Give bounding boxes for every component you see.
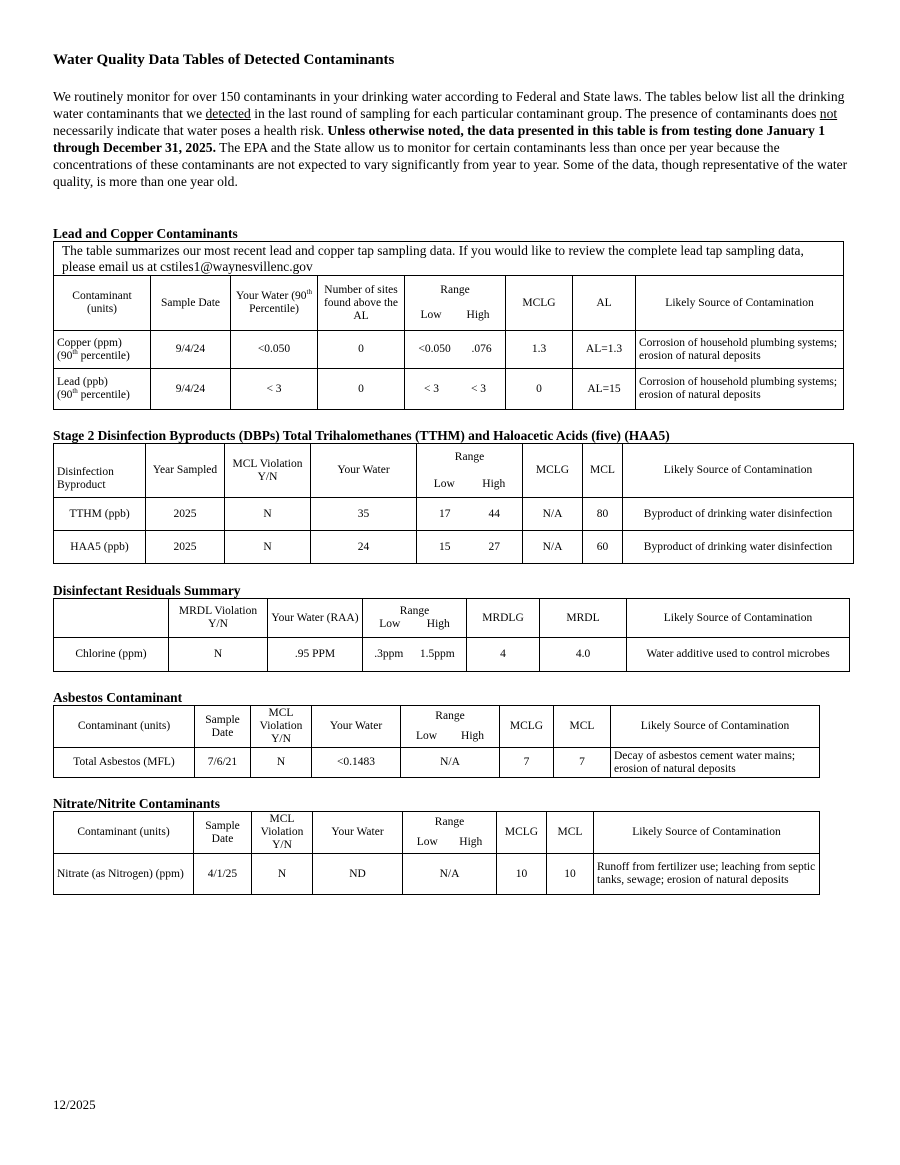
- range-cell: [363, 638, 467, 672]
- mclg-cell: N/A: [523, 498, 583, 531]
- nitrate-table: [53, 811, 820, 895]
- header-blank: [54, 599, 169, 638]
- range-cell: [417, 531, 523, 564]
- header-high: High: [461, 730, 485, 742]
- water-cell: 24: [311, 531, 417, 564]
- violation-cell: N: [225, 531, 311, 564]
- contaminant-cell: Nitrate (as Nitrogen) (ppm): [54, 854, 194, 895]
- header-date: Sample Date: [195, 706, 251, 748]
- mcl-cell: 10: [547, 854, 594, 895]
- header-high: High: [466, 309, 490, 321]
- mclg-cell: 10: [497, 854, 547, 895]
- mrdlg-cell: 4: [467, 638, 540, 672]
- table-row: [54, 531, 854, 564]
- header-contaminant: Contaminant (units): [54, 706, 195, 748]
- header-source: Likely Source of Contamination: [623, 444, 854, 498]
- your-water-cell: <0.050: [231, 331, 318, 369]
- lead-copper-table: [53, 241, 844, 410]
- contaminant-name: Copper (ppm): [57, 336, 122, 349]
- contaminant-cell: [54, 369, 151, 410]
- range-high: < 3: [470, 382, 487, 395]
- table-row: [54, 748, 820, 778]
- header-low: Low: [420, 309, 442, 321]
- header-range-label: Range: [454, 450, 485, 463]
- contaminant-sub-sup: th: [72, 347, 78, 356]
- header-date: Sample Date: [194, 812, 252, 854]
- range-cell: N/A: [401, 748, 500, 778]
- al-cell: AL=1.3: [573, 331, 636, 369]
- header-low: Low: [416, 836, 438, 848]
- mcl-cell: 80: [583, 498, 623, 531]
- disinfectant-cell: Chlorine (ppm): [54, 638, 169, 672]
- intro-text-1: We routinely monitor for over 150 contaminants in your drinking water according to Federal and State laws. The tables below list all the drinking water contaminants that we: [53, 89, 845, 121]
- header-range-label: Range: [440, 284, 470, 296]
- header-byproduct: Disinfection Byproduct: [54, 444, 146, 498]
- header-range: [417, 444, 523, 498]
- header-water: Your Water: [313, 812, 403, 854]
- contaminant-sub-post: percentile): [77, 389, 130, 401]
- sites-cell: 0: [318, 369, 405, 410]
- water-cell: 35: [311, 498, 417, 531]
- header-source: Likely Source of Contamination: [594, 812, 820, 854]
- source-cell: Decay of asbestos cement water mains; erosion of natural deposits: [611, 748, 820, 778]
- residuals-heading: Disinfectant Residuals Summary: [53, 583, 241, 598]
- header-mclg: MCLG: [506, 276, 573, 331]
- table-row: [54, 854, 820, 895]
- header-source: Likely Source of Contamination: [627, 599, 850, 638]
- header-mcl: MCL: [554, 706, 611, 748]
- mclg-cell: 1.3: [506, 331, 573, 369]
- intro-bold-dates: Unless otherwise noted, the data presented in this table is from testing done January 1 through December 31, 2025.: [53, 123, 825, 155]
- contaminant-sub: (90: [57, 349, 73, 362]
- violation-cell: N: [225, 498, 311, 531]
- source-cell: Corrosion of household plumbing systems; erosion of natural deposits: [636, 369, 844, 410]
- intro-text-3: necessarily indicate that water poses a health risk.: [53, 123, 328, 138]
- range-low: .3ppm: [374, 648, 404, 660]
- range-cell: [405, 369, 506, 410]
- header-your-water-sup: th: [306, 288, 312, 297]
- range-high: 44: [488, 507, 500, 520]
- header-high: High: [482, 477, 506, 490]
- range-high: 1.5ppm: [419, 648, 455, 660]
- sites-cell: 0: [318, 331, 405, 369]
- header-violation: MCL Violation Y/N: [251, 706, 312, 748]
- range-high: 27: [488, 540, 500, 553]
- header-low: Low: [379, 618, 401, 630]
- header-sites: Number of sites found above the AL: [318, 276, 405, 331]
- header-mcl: MCL: [547, 812, 594, 854]
- lead-copper-header-row: [54, 276, 844, 331]
- byproduct-cell: TTHM (ppb): [54, 498, 146, 531]
- dbp-header-row: [54, 444, 854, 498]
- asbestos-table: [53, 705, 820, 778]
- header-contaminant: Contaminant (units): [54, 812, 194, 854]
- intro-underline-not: not: [819, 106, 838, 121]
- header-mrdl: MRDL: [540, 599, 627, 638]
- header-range-label: Range: [399, 605, 430, 617]
- source-cell: Byproduct of drinking water disinfection: [623, 531, 854, 564]
- mclg-cell: N/A: [523, 531, 583, 564]
- contaminant-sub-sup: th: [72, 387, 78, 396]
- header-contaminant: Contaminant (units): [54, 276, 151, 331]
- header-sample-date: Sample Date: [151, 276, 231, 331]
- date-cell: 4/1/25: [194, 854, 252, 895]
- residuals-table: [53, 598, 850, 672]
- header-al: AL: [573, 276, 636, 331]
- header-mrdlg: MRDLG: [467, 599, 540, 638]
- header-range: [363, 599, 467, 638]
- contaminant-sub-post: percentile): [77, 349, 130, 362]
- asbestos-header-row: [54, 706, 820, 748]
- header-violation: MCL Violation Y/N: [225, 444, 311, 498]
- range-cell: N/A: [403, 854, 497, 895]
- header-low: Low: [433, 477, 455, 490]
- mrdl-cell: 4.0: [540, 638, 627, 672]
- sample-date-cell: 9/4/24: [151, 331, 231, 369]
- table-row: [54, 331, 844, 369]
- range-low: <0.050: [418, 343, 451, 355]
- header-year: Year Sampled: [146, 444, 225, 498]
- table-row: [54, 498, 854, 531]
- header-water: Your Water: [312, 706, 401, 748]
- header-source: Likely Source of Contamination: [611, 706, 820, 748]
- header-mclg: MCLG: [500, 706, 554, 748]
- water-cell: <0.1483: [312, 748, 401, 778]
- header-range: [405, 276, 506, 331]
- source-cell: Byproduct of drinking water disinfection: [623, 498, 854, 531]
- header-your-water-post: Percentile): [249, 303, 299, 315]
- header-range-label: Range: [435, 710, 465, 722]
- source-cell: Corrosion of household plumbing systems; erosion of natural deposits: [636, 331, 844, 369]
- intro-paragraph: [53, 88, 851, 190]
- violation-cell: N: [252, 854, 313, 895]
- range-low: 17: [439, 507, 451, 520]
- byproduct-cell: HAA5 (ppb): [54, 531, 146, 564]
- mclg-cell: 7: [500, 748, 554, 778]
- header-range-label: Range: [434, 816, 465, 828]
- table-row: [54, 638, 850, 672]
- al-cell: AL=15: [573, 369, 636, 410]
- residuals-header-row: [54, 599, 850, 638]
- nitrate-header-row: [54, 812, 820, 854]
- violation-cell: N: [169, 638, 268, 672]
- lead-copper-summary: The table summarizes our most recent lead and copper tap sampling data. If you would like to review the complete lead tap sampling data, please email us at cstiles1@waynesvillenc.gov: [54, 242, 844, 276]
- header-high: High: [459, 836, 483, 848]
- header-violation: MRDL Violation Y/N: [169, 599, 268, 638]
- dbp-table: [53, 443, 854, 564]
- header-mcl: MCL: [583, 444, 623, 498]
- contaminant-cell: [54, 331, 151, 369]
- table-row: [54, 369, 844, 410]
- range-low: 15: [439, 540, 451, 553]
- header-low: Low: [415, 730, 438, 742]
- mcl-cell: 7: [554, 748, 611, 778]
- nitrate-heading: Nitrate/Nitrite Contaminants: [53, 796, 220, 811]
- water-cell: .95 PPM: [268, 638, 363, 672]
- water-cell: ND: [313, 854, 403, 895]
- violation-cell: N: [251, 748, 312, 778]
- contaminant-sub: (90: [57, 389, 73, 401]
- header-water: Your Water: [311, 444, 417, 498]
- report-page: [53, 52, 851, 895]
- footer-date: 12/2025: [53, 1097, 96, 1112]
- your-water-cell: < 3: [231, 369, 318, 410]
- lead-copper-heading: Lead and Copper Contaminants: [53, 226, 238, 241]
- range-cell: [405, 331, 506, 369]
- range-low: < 3: [423, 382, 440, 395]
- header-violation: MCL Violation Y/N: [252, 812, 313, 854]
- mclg-cell: 0: [506, 369, 573, 410]
- header-your-water-text: Your Water (90: [236, 290, 307, 302]
- intro-underline-detected: detected: [205, 106, 251, 121]
- range-cell: [417, 498, 523, 531]
- intro-text-2: in the last round of sampling for each particular contaminant group. The presence of contaminants does: [250, 106, 820, 121]
- contaminant-cell: Total Asbestos (MFL): [54, 748, 195, 778]
- contaminant-name: Lead (ppb): [57, 376, 108, 388]
- header-mclg: MCLG: [497, 812, 547, 854]
- header-water: Your Water (RAA): [268, 599, 363, 638]
- source-cell: Runoff from fertilizer use; leaching from septic tanks, sewage; erosion of natural deposits: [594, 854, 820, 895]
- mcl-cell: 60: [583, 531, 623, 564]
- page-title: Water Quality Data Tables of Detected Contaminants: [53, 52, 395, 68]
- year-cell: 2025: [146, 531, 225, 564]
- dbp-heading: Stage 2 Disinfection Byproducts (DBPs) Total Trihalomethanes (TTHM) and Haloacetic Acids (five) (HAA5): [53, 428, 670, 443]
- source-cell: Water additive used to control microbes: [627, 638, 850, 672]
- header-range: [403, 812, 497, 854]
- range-high: .076: [471, 343, 492, 355]
- header-mclg: MCLG: [523, 444, 583, 498]
- header-your-water: [231, 276, 318, 331]
- asbestos-heading: Asbestos Contaminant: [53, 690, 183, 705]
- intro-text-4: The EPA and the State allow us to monitor for certain contaminants less than once per year because the concentrations of these contaminants are not expected to vary significantly from year to year. Some of the data, though representative of the water quality, is more than one year old.: [53, 140, 848, 189]
- header-range: [401, 706, 500, 748]
- header-source: Likely Source of Contamination: [636, 276, 844, 331]
- year-cell: 2025: [146, 498, 225, 531]
- sample-date-cell: 9/4/24: [151, 369, 231, 410]
- header-high: High: [426, 618, 450, 630]
- date-cell: 7/6/21: [195, 748, 251, 778]
